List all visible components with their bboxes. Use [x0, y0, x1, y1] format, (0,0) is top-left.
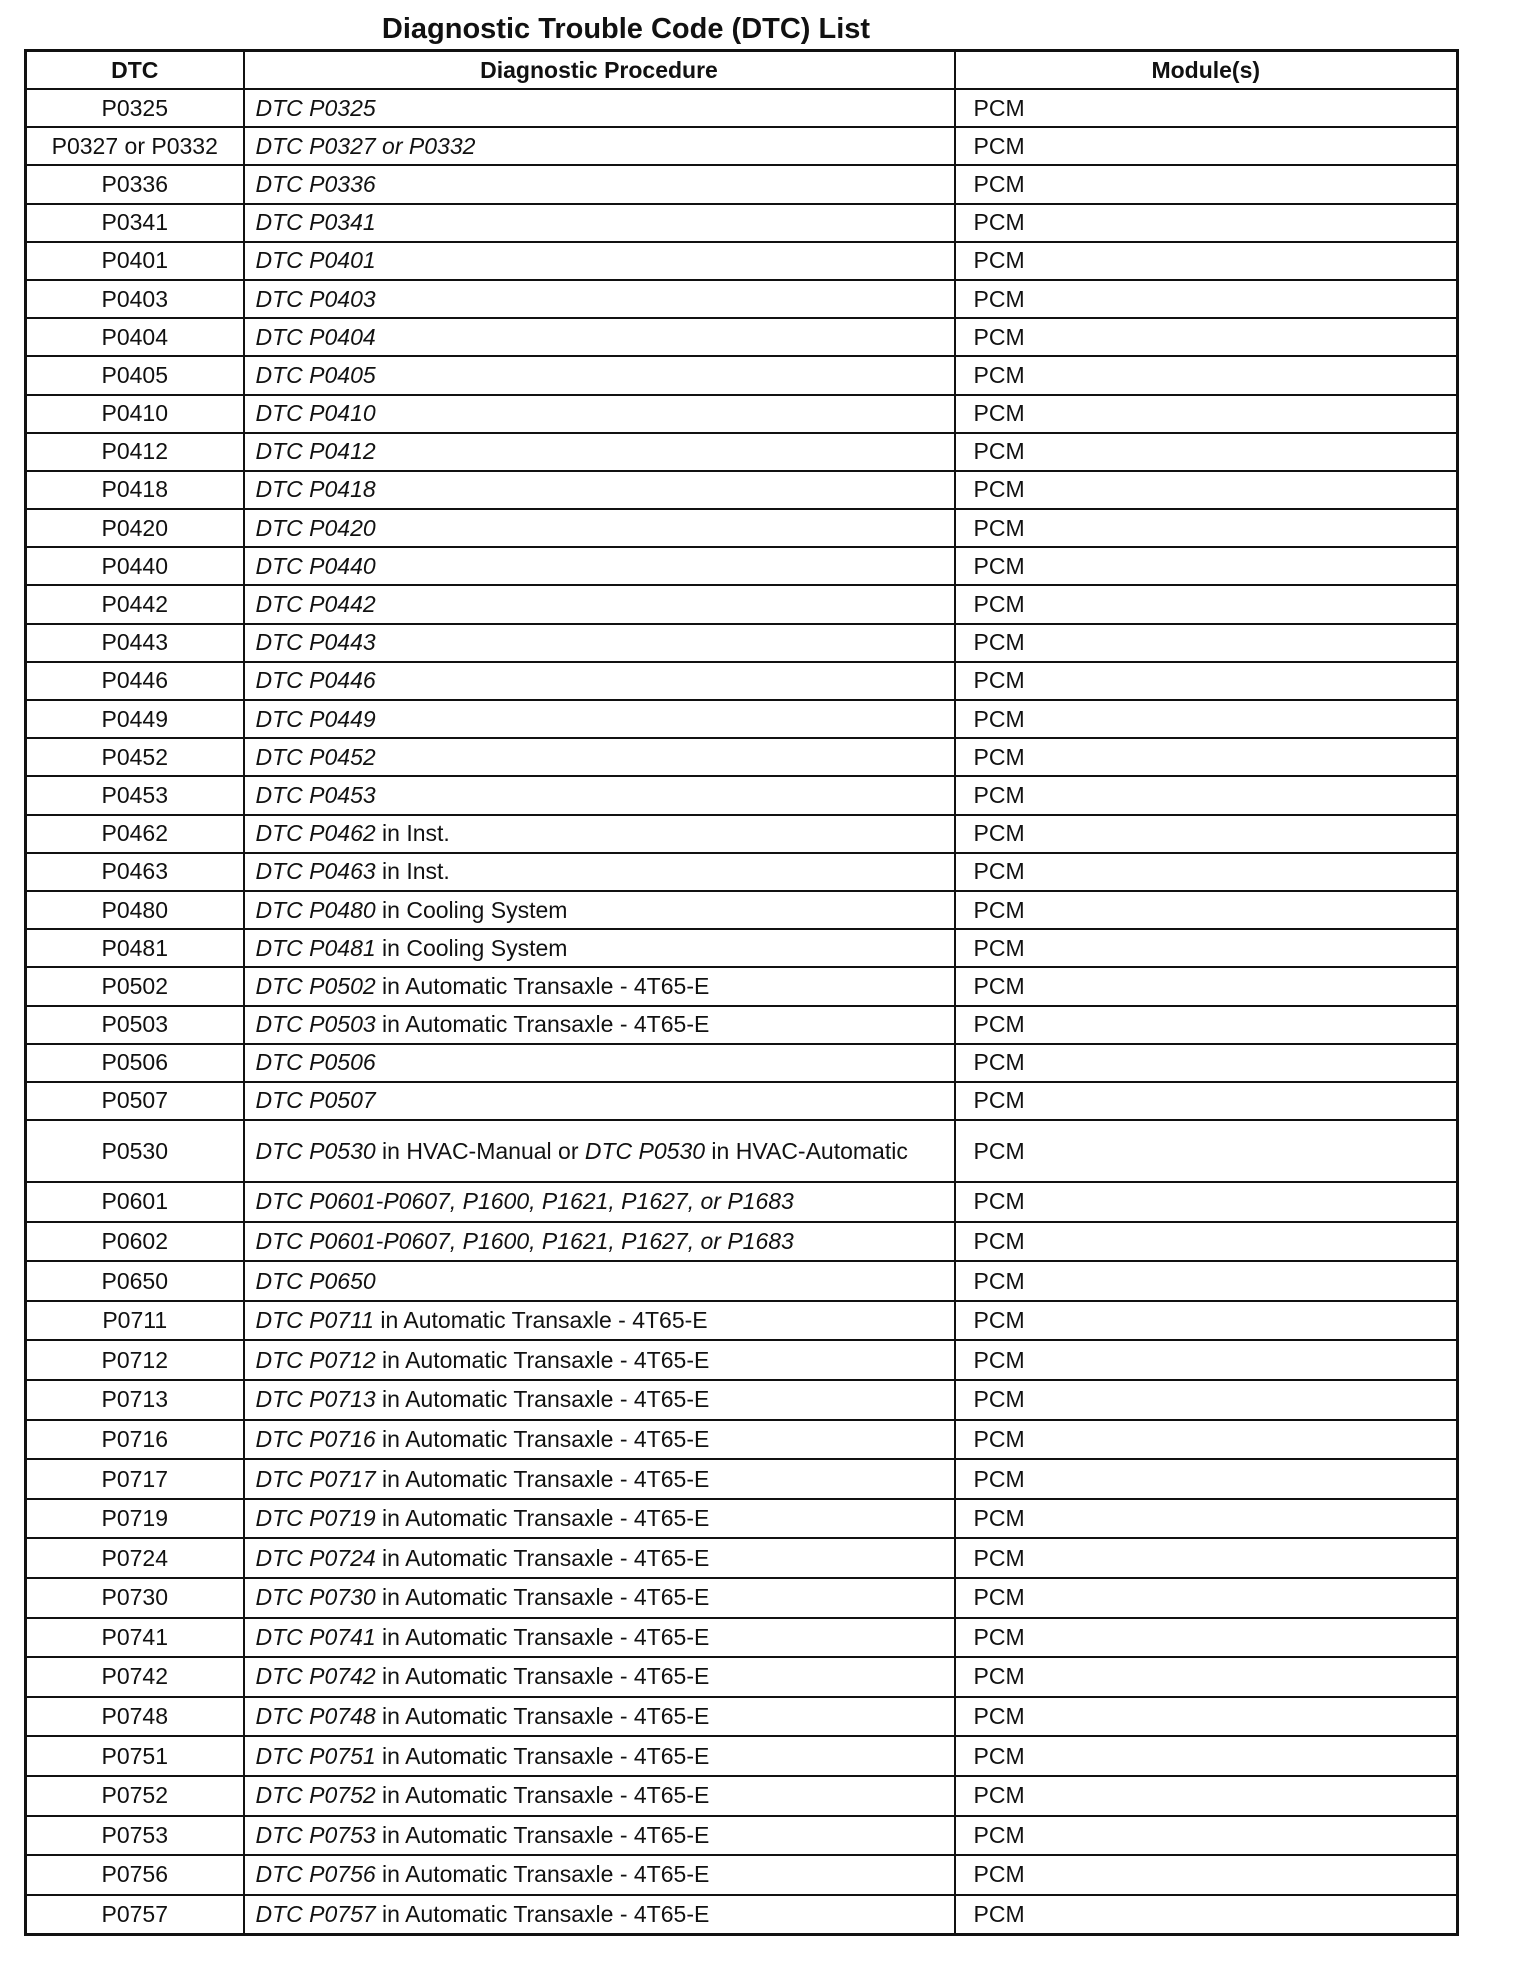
procedure-location: in Cooling System: [375, 934, 568, 961]
module-cell: PCM: [955, 127, 1458, 165]
procedure-reference: DTC P0463: [255, 858, 376, 885]
table-row: [26, 433, 1458, 471]
diagnostic-procedure-cell: [244, 127, 955, 165]
procedure-reference: DTC P0412: [255, 438, 376, 465]
table-row: [26, 776, 1458, 814]
dtc-code-cell: P0503: [26, 1006, 244, 1044]
procedure-location: in Automatic Transaxle - 4T65-E: [375, 1742, 710, 1769]
table-row: [26, 1459, 1458, 1499]
procedure-reference: DTC P0410: [255, 400, 376, 427]
dtc-code-cell: P0751: [26, 1736, 244, 1776]
header-diagnostic-procedure: Diagnostic Procedure: [244, 51, 955, 90]
diagnostic-procedure-cell: [244, 89, 955, 127]
procedure-reference: DTC P0453: [255, 781, 376, 808]
procedure-location: in HVAC-Automatic: [705, 1137, 908, 1164]
procedure-reference: DTC P0327 or P0332: [255, 132, 476, 159]
diagnostic-procedure-cell: [244, 624, 955, 662]
diagnostic-procedure-cell: [244, 1499, 955, 1539]
diagnostic-procedure-cell: [244, 585, 955, 623]
procedure-reference: DTC P0530: [255, 1137, 376, 1164]
module-cell: PCM: [955, 204, 1458, 242]
diagnostic-procedure-cell: [244, 1618, 955, 1658]
diagnostic-procedure-cell: [244, 1816, 955, 1856]
module-cell: PCM: [955, 1044, 1458, 1082]
table-row: [26, 1776, 1458, 1816]
table-row: [26, 204, 1458, 242]
diagnostic-procedure-cell: [244, 433, 955, 471]
procedure-reference: DTC P0724: [255, 1544, 376, 1571]
dtc-table: [24, 49, 1459, 1936]
module-cell: PCM: [955, 280, 1458, 318]
table-row: [26, 1261, 1458, 1301]
header-modules: Module(s): [955, 51, 1458, 90]
procedure-reference: DTC P0452: [255, 743, 376, 770]
module-cell: PCM: [955, 356, 1458, 394]
procedure-location: in Automatic Transaxle - 4T65-E: [375, 1425, 710, 1452]
diagnostic-procedure-cell: [244, 395, 955, 433]
diagnostic-procedure-cell: [244, 509, 955, 547]
table-row: [26, 929, 1458, 967]
module-cell: PCM: [955, 1420, 1458, 1460]
module-cell: PCM: [955, 1082, 1458, 1120]
table-row: [26, 1895, 1458, 1935]
diagnostic-procedure-cell: [244, 165, 955, 203]
procedure-reference: DTC P0341: [255, 209, 376, 236]
module-cell: PCM: [955, 1301, 1458, 1341]
table-row: [26, 1082, 1458, 1120]
table-row: [26, 242, 1458, 280]
procedure-reference: DTC P0717: [255, 1465, 376, 1492]
module-cell: PCM: [955, 700, 1458, 738]
procedure-location: in Automatic Transaxle - 4T65-E: [375, 1821, 710, 1848]
diagnostic-procedure-cell: [244, 1459, 955, 1499]
procedure-reference: DTC P0601-P0607, P1600, P1621, P1627, or P1683: [255, 1188, 794, 1215]
procedure-reference: DTC P0403: [255, 285, 376, 312]
module-cell: PCM: [955, 891, 1458, 929]
procedure-reference: DTC P0742: [255, 1663, 376, 1690]
dtc-code-cell: P0730: [26, 1578, 244, 1618]
procedure-reference: DTC P0481: [255, 934, 376, 961]
dtc-code-cell: P0446: [26, 662, 244, 700]
table-body: [26, 89, 1458, 1934]
diagnostic-procedure-cell: [244, 1538, 955, 1578]
procedure-reference: DTC P0462: [255, 820, 376, 847]
module-cell: PCM: [955, 1657, 1458, 1697]
dtc-code-cell: P0412: [26, 433, 244, 471]
module-cell: PCM: [955, 1006, 1458, 1044]
diagnostic-procedure-cell: [244, 547, 955, 585]
table-row: [26, 738, 1458, 776]
dtc-code-cell: P0741: [26, 1618, 244, 1658]
table-row: [26, 318, 1458, 356]
dtc-code-cell: P0717: [26, 1459, 244, 1499]
diagnostic-procedure-cell: [244, 471, 955, 509]
module-cell: PCM: [955, 776, 1458, 814]
dtc-code-cell: P0401: [26, 242, 244, 280]
module-cell: PCM: [955, 1855, 1458, 1895]
dtc-code-cell: P0752: [26, 1776, 244, 1816]
diagnostic-procedure-cell: [244, 967, 955, 1005]
dtc-code-cell: P0327 or P0332: [26, 127, 244, 165]
module-cell: PCM: [955, 433, 1458, 471]
module-cell: PCM: [955, 242, 1458, 280]
procedure-location: in Automatic Transaxle - 4T65-E: [375, 1465, 710, 1492]
dtc-code-cell: P0420: [26, 509, 244, 547]
dtc-code-cell: P0403: [26, 280, 244, 318]
procedure-reference: DTC P0443: [255, 629, 376, 656]
procedure-location: in Inst.: [375, 820, 450, 847]
module-cell: PCM: [955, 165, 1458, 203]
dtc-code-cell: P0481: [26, 929, 244, 967]
procedure-reference: DTC P0507: [255, 1087, 376, 1114]
procedure-location: in HVAC-Manual or: [375, 1137, 585, 1164]
procedure-location: in Automatic Transaxle - 4T65-E: [375, 1346, 710, 1373]
dtc-code-cell: P0418: [26, 471, 244, 509]
dtc-code-cell: P0325: [26, 89, 244, 127]
diagnostic-procedure-cell: [244, 1082, 955, 1120]
module-cell: PCM: [955, 1380, 1458, 1420]
table-row: [26, 662, 1458, 700]
diagnostic-procedure-cell: [244, 1420, 955, 1460]
procedure-reference: DTC P0650: [255, 1267, 376, 1294]
module-cell: PCM: [955, 585, 1458, 623]
procedure-reference: DTC P0713: [255, 1386, 376, 1413]
dtc-code-cell: P0602: [26, 1222, 244, 1262]
module-cell: PCM: [955, 509, 1458, 547]
module-cell: PCM: [955, 1340, 1458, 1380]
procedure-reference: DTC P0502: [255, 972, 376, 999]
procedure-location: in Automatic Transaxle - 4T65-E: [375, 1584, 710, 1611]
procedure-reference: DTC P0756: [255, 1861, 376, 1888]
procedure-location: in Automatic Transaxle - 4T65-E: [375, 1623, 710, 1650]
diagnostic-procedure-cell: [244, 1222, 955, 1262]
procedure-reference: DTC P0711: [255, 1307, 374, 1334]
module-cell: PCM: [955, 547, 1458, 585]
procedure-reference: DTC P0401: [255, 247, 376, 274]
table-row: [26, 280, 1458, 318]
procedure-reference: DTC P0716: [255, 1425, 376, 1452]
dtc-code-cell: P0410: [26, 395, 244, 433]
module-cell: PCM: [955, 395, 1458, 433]
module-cell: PCM: [955, 738, 1458, 776]
procedure-location: in Automatic Transaxle - 4T65-E: [375, 1703, 710, 1730]
module-cell: PCM: [955, 89, 1458, 127]
dtc-code-cell: P0440: [26, 547, 244, 585]
table-row: [26, 891, 1458, 929]
procedure-reference: DTC P0530: [584, 1137, 706, 1164]
procedure-reference: DTC P0325: [255, 94, 376, 121]
dtc-code-cell: P0341: [26, 204, 244, 242]
procedure-location: in Automatic Transaxle - 4T65-E: [375, 1011, 710, 1038]
procedure-reference: DTC P0730: [255, 1584, 376, 1611]
diagnostic-procedure-cell: [244, 1578, 955, 1618]
dtc-code-cell: P0462: [26, 815, 244, 853]
table-row: [26, 509, 1458, 547]
table-row: [26, 395, 1458, 433]
dtc-code-cell: P0453: [26, 776, 244, 814]
module-cell: PCM: [955, 1895, 1458, 1935]
dtc-code-cell: P0502: [26, 967, 244, 1005]
table-row: [26, 127, 1458, 165]
dtc-code-cell: P0449: [26, 700, 244, 738]
dtc-code-cell: P0748: [26, 1697, 244, 1737]
dtc-code-cell: P0452: [26, 738, 244, 776]
diagnostic-procedure-cell: [244, 356, 955, 394]
diagnostic-procedure-cell: [244, 1044, 955, 1082]
procedure-reference: DTC P0449: [255, 705, 376, 732]
dtc-code-cell: P0336: [26, 165, 244, 203]
procedure-reference: DTC P0751: [255, 1742, 376, 1769]
table-row: [26, 815, 1458, 853]
procedure-reference: DTC P0440: [255, 552, 376, 579]
diagnostic-procedure-cell: [244, 891, 955, 929]
procedure-reference: DTC P0757: [255, 1900, 376, 1927]
diagnostic-procedure-cell: [244, 1261, 955, 1301]
module-cell: PCM: [955, 471, 1458, 509]
table-row: [26, 967, 1458, 1005]
diagnostic-procedure-cell: [244, 1657, 955, 1697]
procedure-reference: DTC P0719: [255, 1505, 376, 1532]
table-row: [26, 356, 1458, 394]
diagnostic-procedure-cell: [244, 1182, 955, 1222]
diagnostic-procedure-cell: [244, 738, 955, 776]
dtc-code-cell: P0506: [26, 1044, 244, 1082]
module-cell: PCM: [955, 624, 1458, 662]
table-row: [26, 700, 1458, 738]
procedure-location: in Automatic Transaxle - 4T65-E: [375, 972, 710, 999]
procedure-reference: DTC P0420: [255, 514, 376, 541]
procedure-reference: DTC P0446: [255, 667, 376, 694]
table-row: [26, 1499, 1458, 1539]
dtc-code-cell: P0724: [26, 1538, 244, 1578]
procedure-location: in Automatic Transaxle - 4T65-E: [375, 1663, 710, 1690]
module-cell: PCM: [955, 1578, 1458, 1618]
diagnostic-procedure-cell: [244, 204, 955, 242]
module-cell: PCM: [955, 1182, 1458, 1222]
module-cell: PCM: [955, 815, 1458, 853]
table-row: [26, 1697, 1458, 1737]
dtc-code-cell: P0757: [26, 1895, 244, 1935]
diagnostic-procedure-cell: [244, 700, 955, 738]
procedure-location: in Automatic Transaxle - 4T65-E: [375, 1782, 710, 1809]
procedure-reference: DTC P0748: [255, 1703, 376, 1730]
dtc-code-cell: P0650: [26, 1261, 244, 1301]
diagnostic-procedure-cell: [244, 1776, 955, 1816]
table-row: [26, 1736, 1458, 1776]
diagnostic-procedure-cell: [244, 1340, 955, 1380]
dtc-code-cell: P0443: [26, 624, 244, 662]
table-row: [26, 1657, 1458, 1697]
header-dtc: DTC: [26, 51, 244, 90]
table-row: [26, 165, 1458, 203]
table-row: [26, 1301, 1458, 1341]
procedure-location: in Automatic Transaxle - 4T65-E: [375, 1544, 710, 1571]
table-row: [26, 585, 1458, 623]
table-row: [26, 1538, 1458, 1578]
procedure-reference: DTC P0601-P0607, P1600, P1621, P1627, or P1683: [255, 1227, 794, 1254]
table-row: [26, 853, 1458, 891]
procedure-reference: DTC P0418: [255, 476, 376, 503]
table-row: [26, 1222, 1458, 1262]
diagnostic-procedure-cell: [244, 1736, 955, 1776]
table-row: [26, 1618, 1458, 1658]
table-row: [26, 1578, 1458, 1618]
dtc-code-cell: P0404: [26, 318, 244, 356]
procedure-location: in Automatic Transaxle - 4T65-E: [373, 1307, 708, 1334]
procedure-reference: DTC P0405: [255, 361, 376, 388]
diagnostic-procedure-cell: [244, 280, 955, 318]
procedure-reference: DTC P0741: [255, 1623, 376, 1650]
dtc-code-cell: P0463: [26, 853, 244, 891]
module-cell: PCM: [955, 1618, 1458, 1658]
module-cell: PCM: [955, 1222, 1458, 1262]
procedure-reference: DTC P0506: [255, 1049, 376, 1076]
procedure-reference: DTC P0712: [255, 1346, 376, 1373]
procedure-location: in Inst.: [375, 858, 450, 885]
procedure-reference: DTC P0752: [255, 1782, 376, 1809]
diagnostic-procedure-cell: [244, 1895, 955, 1935]
table-header-row: [26, 51, 1458, 90]
module-cell: PCM: [955, 1697, 1458, 1737]
table-row: [26, 1006, 1458, 1044]
module-cell: PCM: [955, 318, 1458, 356]
dtc-code-cell: P0712: [26, 1340, 244, 1380]
diagnostic-procedure-cell: [244, 1301, 955, 1341]
page-title: Diagnostic Trouble Code (DTC) List: [381, 13, 871, 45]
diagnostic-procedure-cell: [244, 1697, 955, 1737]
table-row: [26, 1182, 1458, 1222]
dtc-code-cell: P0480: [26, 891, 244, 929]
dtc-code-cell: P0507: [26, 1082, 244, 1120]
table-row: [26, 1120, 1458, 1182]
diagnostic-procedure-cell: [244, 853, 955, 891]
module-cell: PCM: [955, 853, 1458, 891]
diagnostic-procedure-cell: [244, 1120, 955, 1182]
table-row: [26, 471, 1458, 509]
module-cell: PCM: [955, 1816, 1458, 1856]
module-cell: PCM: [955, 929, 1458, 967]
module-cell: PCM: [955, 1120, 1458, 1182]
diagnostic-procedure-cell: [244, 1380, 955, 1420]
table-row: [26, 1340, 1458, 1380]
diagnostic-procedure-cell: [244, 242, 955, 280]
module-cell: PCM: [955, 967, 1458, 1005]
module-cell: PCM: [955, 1538, 1458, 1578]
diagnostic-procedure-cell: [244, 929, 955, 967]
procedure-location: in Automatic Transaxle - 4T65-E: [375, 1505, 710, 1532]
dtc-code-cell: P0530: [26, 1120, 244, 1182]
diagnostic-procedure-cell: [244, 815, 955, 853]
procedure-reference: DTC P0336: [255, 170, 376, 197]
table-row: [26, 1044, 1458, 1082]
procedure-reference: DTC P0480: [255, 896, 376, 923]
dtc-code-cell: P0756: [26, 1855, 244, 1895]
table-row: [26, 547, 1458, 585]
dtc-code-cell: P0742: [26, 1657, 244, 1697]
module-cell: PCM: [955, 1459, 1458, 1499]
diagnostic-procedure-cell: [244, 1006, 955, 1044]
procedure-location: in Automatic Transaxle - 4T65-E: [375, 1900, 710, 1927]
procedure-location: in Automatic Transaxle - 4T65-E: [375, 1386, 710, 1413]
module-cell: PCM: [955, 1261, 1458, 1301]
table-row: [26, 624, 1458, 662]
table-row: [26, 1380, 1458, 1420]
dtc-code-cell: P0601: [26, 1182, 244, 1222]
module-cell: PCM: [955, 1499, 1458, 1539]
table-row: [26, 89, 1458, 127]
procedure-location: in Cooling System: [375, 896, 568, 923]
procedure-location: in Automatic Transaxle - 4T65-E: [375, 1861, 710, 1888]
procedure-reference: DTC P0404: [255, 323, 376, 350]
module-cell: PCM: [955, 662, 1458, 700]
diagnostic-procedure-cell: [244, 318, 955, 356]
table-row: [26, 1816, 1458, 1856]
diagnostic-procedure-cell: [244, 776, 955, 814]
diagnostic-procedure-cell: [244, 1855, 955, 1895]
procedure-reference: DTC P0503: [255, 1011, 376, 1038]
dtc-code-cell: P0719: [26, 1499, 244, 1539]
table-row: [26, 1420, 1458, 1460]
procedure-reference: DTC P0753: [255, 1821, 376, 1848]
procedure-reference: DTC P0442: [255, 591, 376, 618]
dtc-code-cell: P0442: [26, 585, 244, 623]
module-cell: PCM: [955, 1776, 1458, 1816]
dtc-code-cell: P0716: [26, 1420, 244, 1460]
dtc-code-cell: P0405: [26, 356, 244, 394]
dtc-code-cell: P0753: [26, 1816, 244, 1856]
diagnostic-procedure-cell: [244, 662, 955, 700]
module-cell: PCM: [955, 1736, 1458, 1776]
dtc-code-cell: P0711: [26, 1301, 244, 1341]
dtc-code-cell: P0713: [26, 1380, 244, 1420]
table-row: [26, 1855, 1458, 1895]
